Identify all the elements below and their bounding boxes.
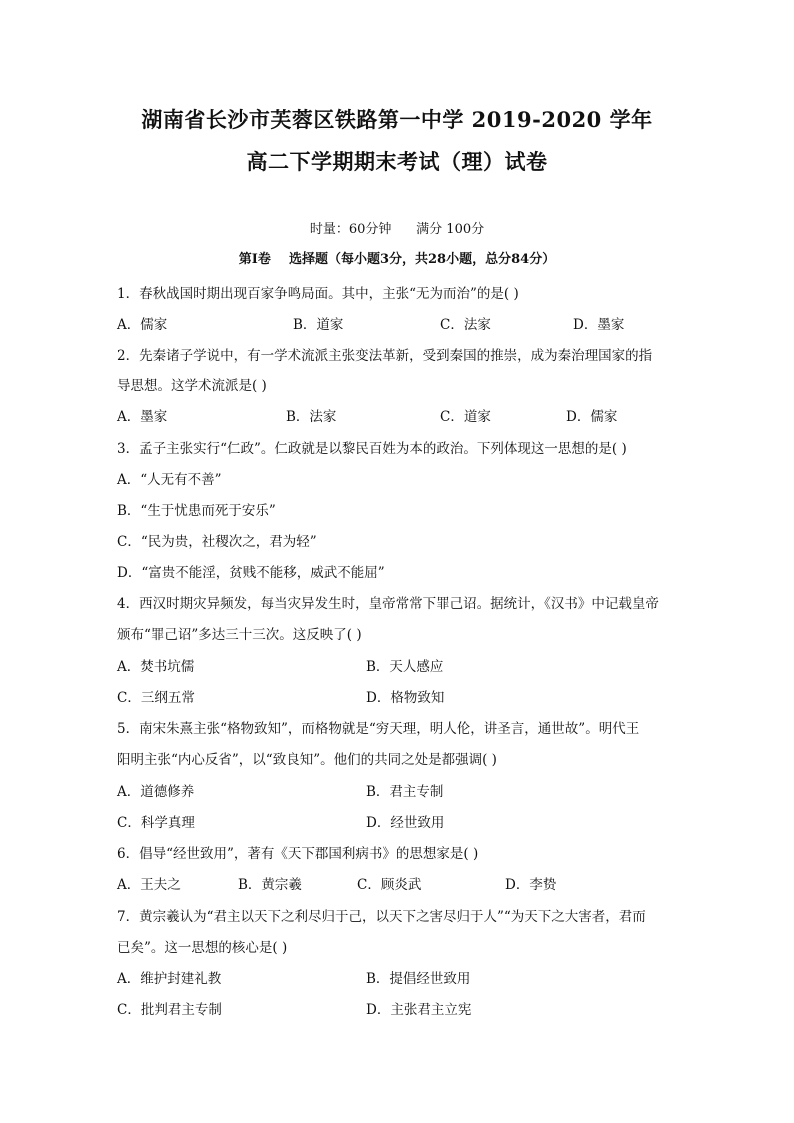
option-b: B．道家 (293, 317, 344, 333)
option-d: D．墨家 (573, 317, 625, 333)
exam-title-line1: 湖南省长沙市芙蓉区铁路第一中学 2019-2020 学年 (141, 107, 653, 132)
option-c: C．法家 (440, 317, 491, 333)
option-b: B．君主专制 (366, 784, 444, 800)
option-d: D．“富贵不能淫，贫贱不能移，威武不能屈” (117, 565, 385, 581)
question-stem-cont: 阳明主张“内心反省”，以“致良知”。他们的共同之处是都强调( ) (117, 752, 497, 768)
option-d: D．主张君主立宪 (366, 1002, 472, 1018)
option-b: B．法家 (286, 409, 337, 425)
option-d: D．李贽 (505, 877, 557, 893)
exam-title-line2: 高二下学期期末考试（理）试卷 (246, 149, 548, 174)
option-b: B．天人感应 (366, 659, 444, 675)
option-c: C．“民为贵，社稷次之，君为轻” (117, 534, 317, 550)
option-a: A．王夫之 (117, 877, 181, 893)
option-a: A．焚书坑儒 (117, 659, 195, 675)
question-stem-cont: 已矣”。这一思想的核心是( ) (117, 940, 288, 956)
option-a: A．儒家 (117, 317, 168, 333)
option-a: A．维护封建礼教 (117, 971, 222, 987)
option-b: B．“生于忧患而死于安乐” (117, 503, 276, 519)
option-b: B．提倡经世致用 (366, 971, 471, 987)
question-stem: 4．西汉时期灾异频发，每当灾异发生时，皇帝常常下罪己诏。据统计，《汉书》中记载皇帝 (117, 596, 659, 612)
option-a: A．墨家 (117, 409, 168, 425)
option-d: D．儒家 (566, 409, 618, 425)
option-c: C．道家 (440, 409, 491, 425)
question-stem: 6．倡导“经世致用”，著有《天下郡国利病书》的思想家是( ) (117, 846, 479, 862)
option-b: B．黄宗羲 (238, 877, 302, 893)
time-info: 时量：60分钟 满分 100分 (309, 222, 485, 237)
question-stem: 2．先秦诸子学说中，有一学术流派主张变法革新，受到秦国的推崇，成为秦治理国家的指 (117, 348, 653, 364)
option-a: A．“人无有不善” (117, 472, 222, 488)
question-stem: 7．黄宗羲认为“君主以天下之利尽归于己，以天下之害尽归于人”“为天下之大害者，君而 (117, 909, 646, 925)
option-c: C．科学真理 (117, 815, 195, 831)
section-title: 第Ⅰ卷 选择题（每小题3分，共28小题，总分84分） (238, 252, 556, 267)
option-a: A．道德修养 (117, 784, 195, 800)
question-stem: 1．春秋战国时期出现百家争鸣局面。其中，主张“无为而治”的是( ) (117, 286, 519, 302)
option-d: D．经世致用 (366, 815, 445, 831)
question-stem-cont: 导思想。这学术流派是( ) (117, 378, 267, 394)
question-stem-cont: 颁布“罪己诏”多达三十三次。这反映了( ) (117, 627, 362, 643)
option-c: C．顾炎武 (357, 877, 422, 893)
option-c: C．三纲五常 (117, 690, 195, 706)
question-stem: 3．孟子主张实行“仁政”。仁政就是以黎民百姓为本的政治。下列体现这一思想的是( ) (117, 441, 627, 457)
question-stem: 5．南宋朱熹主张“格物致知”，而格物就是“穷天理，明人伦，讲圣言，通世故”。明代王 (117, 721, 640, 737)
option-c: C．批判君主专制 (117, 1002, 222, 1018)
option-d: D．格物致知 (366, 690, 445, 706)
